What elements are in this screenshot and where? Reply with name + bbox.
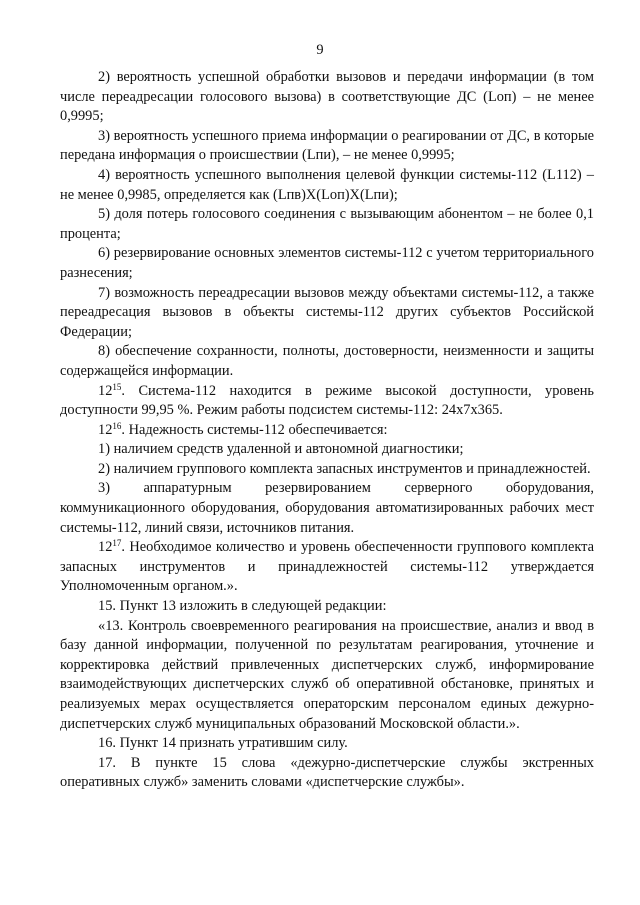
paragraph-text: 3) аппаратурным резервированием серверного оборудования, коммуникационного оборудования, оборудования автоматизированных рабочих мест системы-112, линий связи, источников питания. <box>60 480 594 536</box>
clause-superscript: 16 <box>112 420 122 431</box>
paragraph-text: 2) наличием группового комплекта запасных инструментов и принадлежностей. <box>98 460 591 477</box>
clause-superscript: 17 <box>112 538 122 549</box>
page-number: 9 <box>316 42 324 58</box>
paragraph-text: 8) обеспечение сохранности, полноты, достоверности, неизменности и защиты содержащейся информации. <box>60 343 594 379</box>
paragraph <box>60 617 594 735</box>
clause-number: 12 <box>98 421 113 438</box>
clause-superscript: 15 <box>112 381 122 392</box>
paragraph-text: . Необходимое количество и уровень обеспеченности группового комплекта запасных инструментов и принадлежностей системы-112 утверждается Уполномоченным органом.». <box>60 539 594 595</box>
clause-number: 12 <box>98 382 113 399</box>
paragraph <box>60 127 594 166</box>
paragraph-text: 2) вероятность успешной обработки вызовов и передачи информации (в том числе переадресации голосового вызова) в соответствующие ДС (Lоп) – не менее 0,9995; <box>60 69 594 125</box>
paragraph <box>60 68 594 127</box>
paragraph <box>60 166 594 205</box>
paragraph <box>60 479 594 538</box>
paragraph <box>60 460 594 480</box>
paragraph-text: 1) наличием средств удаленной и автономной диагностики; <box>98 441 464 458</box>
paragraph <box>60 538 594 597</box>
paragraph-text: 5) доля потерь голосового соединения с вызывающим абонентом – не более 0,1 процента; <box>60 206 594 242</box>
paragraph-text: 4) вероятность успешного выполнения целевой функции системы-112 (L112) – не менее 0,9985, определяется как (Lпв)Х(Lоп)Х(Lпи); <box>60 166 594 203</box>
paragraph-text: 7) возможность переадресации вызовов между объектами системы-112, а также переадресация вызовов в объекты системы-112 других субъектов Российской Федерации; <box>60 284 594 340</box>
paragraph <box>60 382 594 421</box>
paragraph <box>60 284 594 343</box>
paragraph <box>60 440 594 460</box>
paragraph-text: 6) резервирование основных элементов системы-112 с учетом территориального разнесения; <box>60 245 594 281</box>
paragraph-text: 16. Пункт 14 признать утратившим силу. <box>98 735 348 752</box>
paragraph <box>60 597 594 617</box>
document-body <box>60 68 594 793</box>
clause-number: 12 <box>98 539 113 556</box>
paragraph-text: «13. Контроль своевременного реагирования на происшествие, анализ и ввод в базу данной информации, полученной по результатам реагирования, уточнение и корректировка действий привлеченных диспетчерских служб, информирование взаимодействующих диспетчерских служб об оперативной обстановке, принятых и реализуемых мерах осуществляется операторским персоналом единых дежурно-диспетчерских служб муниципальных образований Московской области.». <box>60 617 594 732</box>
paragraph <box>60 205 594 244</box>
paragraph-text: . Надежность системы-112 обеспечивается: <box>121 421 388 438</box>
paragraph <box>60 734 594 754</box>
paragraph-text: . Система-112 находится в режиме высокой доступности, уровень доступности 99,95 %. Режим работы подсистем системы-112: 24х7х365. <box>60 382 594 419</box>
paragraph-text: 15. Пункт 13 изложить в следующей редакции: <box>98 598 387 615</box>
paragraph <box>60 342 594 381</box>
paragraph <box>60 244 594 283</box>
paragraph <box>60 754 594 793</box>
paragraph <box>60 421 594 441</box>
paragraph-text: 3) вероятность успешного приема информации о реагировании от ДС, в которые передана информация о происшествии (Lпи), – не менее 0,9995; <box>60 127 594 164</box>
paragraph-text: 17. В пункте 15 слова «дежурно-диспетчерские службы экстренных оперативных служб» заменить словами «диспетчерские службы». <box>60 754 594 791</box>
